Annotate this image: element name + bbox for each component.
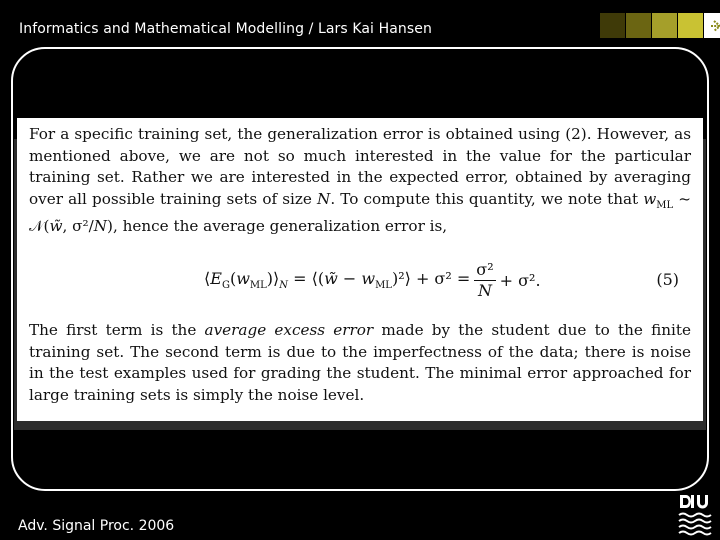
next-slide-button[interactable] — [704, 13, 720, 38]
equation-5: $⟨E_G(w_{ML})⟩_N$ = ⟨(w̃ − $w_{ML})^2⟩ + \sigma^2$ = $\frac{\text{σ²}}{N}$ + σ². (5) — [204, 259, 679, 300]
nav-square-1[interactable] — [600, 13, 625, 38]
nav-square-3[interactable] — [652, 13, 677, 38]
arrow-right-icon — [709, 18, 720, 34]
paper-excerpt — [17, 118, 703, 421]
paper-paragraph-1: For a specific training set, the generalization error is obtained using (2). However, as mentioned above, we are not so much interested in the value for the particular training set. Rather we are interested in the expected error, obtained by averaging over all possible training sets of size N. To compute this quantity, we note that $w_{ML}$ ~ 𝒩(w̃, σ²/N), hence the average generalization error is, — [29, 125, 692, 236]
slide-footer: Adv. Signal Proc. 2006 — [18, 518, 175, 534]
paper-paragraph-2: The first term is the average excess error made by the student due to the finite training set. The second term is due to the imperfectness of the data; there is noise in the test examples used for grading the student. The minimal error approached for large training sets is simply the noise level. — [29, 321, 691, 404]
nav-square-2[interactable] — [626, 13, 651, 38]
slide-header-title: Informatics and Mathematical Modelling / Lars Kai Hansen — [19, 21, 432, 37]
nav-square-4[interactable] — [678, 13, 703, 38]
dtu-logo — [676, 493, 712, 539]
equation-fraction: $\frac{\text{σ²}}{N}$ — [476, 259, 494, 300]
slide-nav — [600, 13, 720, 38]
equation-number: (5) — [656, 270, 679, 289]
